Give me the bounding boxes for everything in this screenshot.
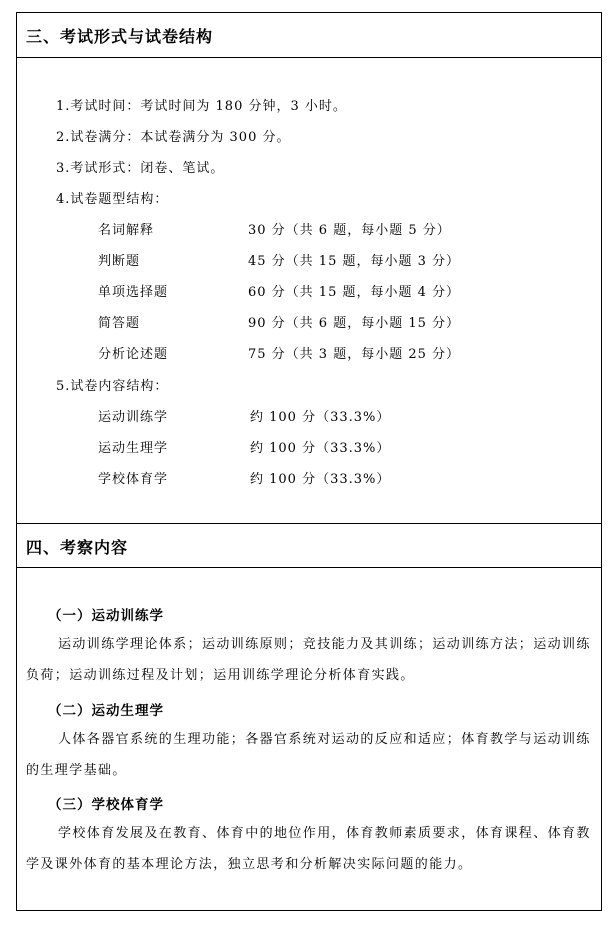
part-text: 运动训练学理论体系；运动训练原则；竞技能力及其训练；运动训练方法；运动训练负荷；运动训练过程及计划；运用训练学理论分析体育实践。 (26, 637, 591, 683)
exam-time-item: 1.考试时间：考试时间为 180 分钟，3 小时。 (56, 99, 347, 114)
content-structure-item: 5.试卷内容结构： (56, 379, 169, 394)
content-name: 运动训练学 (98, 410, 169, 425)
qtype-detail: 90 分（共 6 题，每小题 15 分） (248, 316, 461, 331)
exam-form-item: 3.考试形式：闭卷、笔试。 (56, 161, 225, 176)
content-detail: 约 100 分（33.3%） (250, 441, 391, 456)
question-structure-item: 4.试卷题型结构： (56, 192, 169, 207)
qtype-name: 判断题 (98, 254, 141, 269)
content-name: 运动生理学 (98, 441, 169, 456)
part-heading: （三）学校体育学 (48, 797, 164, 813)
content-detail: 约 100 分（33.3%） (250, 410, 391, 425)
section4-title: 四、考察内容 (26, 538, 129, 557)
qtype-name: 简答题 (98, 316, 141, 331)
part-text: 学校体育发展及在教育、体育中的地位作用，体育教师素质要求，体育课程、体育教学及课外体育的基本理论方法，独立思考和分析解决实际问题的能力。 (26, 826, 591, 872)
part-heading: （二）运动生理学 (48, 703, 164, 719)
qtype-name: 分析论述题 (98, 347, 169, 362)
qtype-name: 名词解释 (98, 223, 155, 238)
qtype-detail: 45 分（共 15 题，每小题 3 分） (248, 254, 461, 269)
qtype-detail: 30 分（共 6 题，每小题 5 分） (248, 223, 451, 238)
qtype-detail: 60 分（共 15 题，每小题 4 分） (248, 285, 461, 300)
section3-title: 三、考试形式与试卷结构 (26, 27, 214, 46)
part-heading: （一）运动训练学 (48, 608, 164, 624)
part-text: 人体各器官系统的生理功能；各器官系统对运动的反应和适应；体育教学与运动训练的生理学基础。 (26, 732, 591, 778)
content-name: 学校体育学 (98, 472, 169, 487)
full-score-item: 2.试卷满分：本试卷满分为 300 分。 (56, 130, 291, 145)
qtype-name: 单项选择题 (98, 285, 169, 300)
content-detail: 约 100 分（33.3%） (250, 472, 391, 487)
qtype-detail: 75 分（共 3 题，每小题 25 分） (248, 347, 461, 362)
